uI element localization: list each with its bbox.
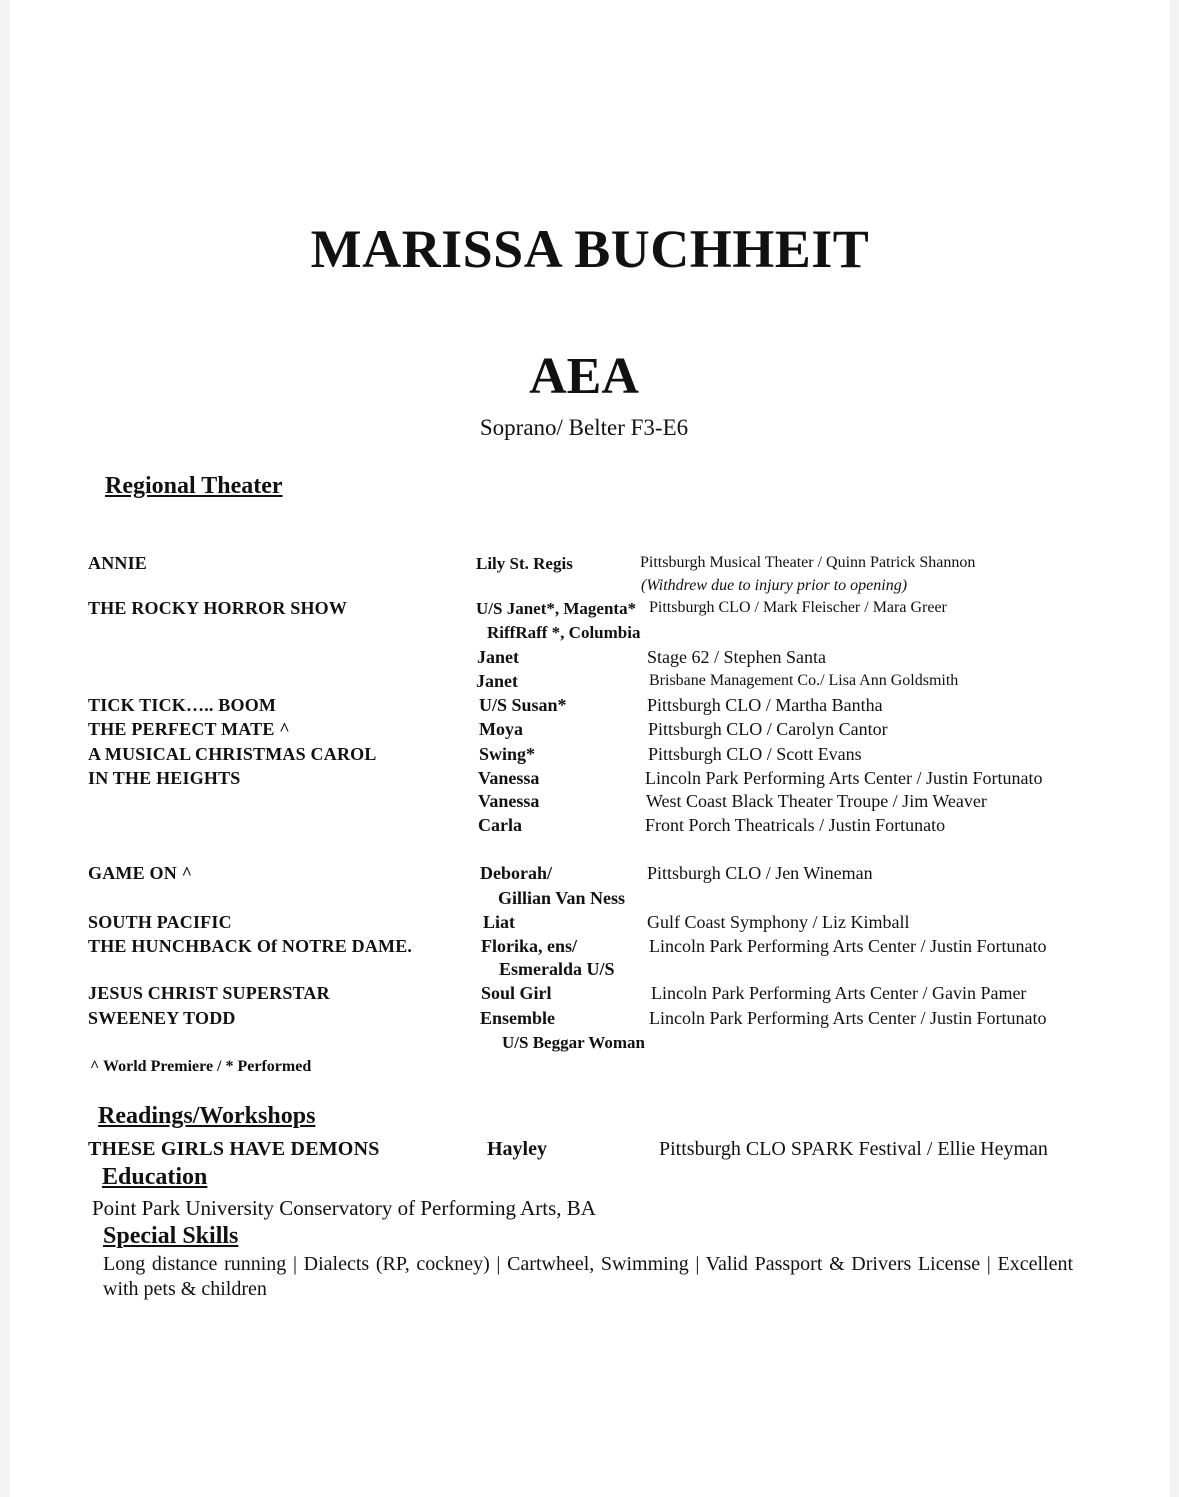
credit-company: Lincoln Park Performing Arts Center / Justin Fortunato <box>649 936 1047 956</box>
credit-role: Vanessa <box>478 791 540 811</box>
credit-role: Deborah/ <box>480 863 552 883</box>
voice-type: Soprano/ Belter F3-E6 <box>479 415 689 440</box>
credit-show: THE PERFECT MATE ^ <box>88 719 290 739</box>
credit-company: Pittsburgh Musical Theater / Quinn Patrick Shannon <box>640 554 976 571</box>
credit-show: IN THE HEIGHTS <box>88 768 241 788</box>
credit-role: Vanessa <box>478 768 540 788</box>
special-skills-text: Long distance running | Dialects (RP, cockney) | Cartwheel, Swimming | Valid Passport & Drivers License | Excellent with pets & children <box>103 1253 1073 1300</box>
reading-show: THESE GIRLS HAVE DEMONS <box>88 1138 380 1160</box>
credit-role: Liat <box>483 912 516 932</box>
credit-role-continued: RiffRaff *, Columbia <box>487 623 641 642</box>
credit-show: TICK TICK….. BOOM <box>88 695 277 715</box>
credit-show: GAME ON ^ <box>88 863 193 883</box>
union-affiliation: AEA <box>529 348 639 405</box>
readings-heading: Readings/Workshops <box>98 1103 316 1129</box>
resume-page <box>10 0 1170 1497</box>
legend-performed: Performed <box>237 1058 312 1075</box>
credit-company: Lincoln Park Performing Arts Center / Justin Fortunato <box>645 768 1043 788</box>
credit-role-continued: Esmeralda U/S <box>499 959 615 979</box>
credit-company: Pittsburgh CLO / Jen Wineman <box>647 863 873 883</box>
credit-company: Gulf Coast Symphony / Liz Kimball <box>647 912 910 932</box>
credit-role: Moya <box>479 719 523 739</box>
credit-role: Florika, ens/ <box>481 936 578 956</box>
credit-role: Carla <box>478 815 522 835</box>
education-heading: Education <box>102 1164 208 1190</box>
credit-role-continued: Gillian Van Ness <box>498 888 626 908</box>
credit-company: Brisbane Management Co./ Lisa Ann Goldsmith <box>649 672 959 689</box>
credit-role-continued: U/S Beggar Woman <box>502 1033 645 1052</box>
reading-role: Hayley <box>487 1138 547 1160</box>
credit-show: JESUS CHRIST SUPERSTAR <box>88 983 330 1003</box>
special-skills-heading: Special Skills <box>103 1223 239 1249</box>
education-text: Point Park University Conservatory of Performing Arts, BA <box>92 1196 596 1220</box>
actor-name: MARISSA BUCHHEIT <box>310 219 870 279</box>
credit-show: THE HUNCHBACK Of NOTRE DAME. <box>88 936 413 956</box>
credit-role: U/S Janet*, Magenta* <box>476 599 637 618</box>
credit-show: SWEENEY TODD <box>88 1008 236 1028</box>
credit-role: U/S Susan* <box>479 695 567 715</box>
credit-company: Lincoln Park Performing Arts Center / Gavin Pamer <box>651 983 1027 1003</box>
credit-company: Pittsburgh CLO / Mark Fleischer / Mara Greer <box>649 599 947 616</box>
credit-show: ANNIE <box>88 553 148 573</box>
legend-caret: ^ <box>90 1058 100 1075</box>
credit-company: Front Porch Theatricals / Justin Fortunato <box>645 815 946 835</box>
credit-show: THE ROCKY HORROR SHOW <box>88 598 348 618</box>
credit-role: Janet <box>476 671 518 691</box>
credit-company: Pittsburgh CLO / Martha Bantha <box>647 695 883 715</box>
credit-company: Pittsburgh CLO / Scott Evans <box>648 744 862 764</box>
credit-role: Lily St. Regis <box>476 554 573 573</box>
credit-role: Swing* <box>479 744 536 764</box>
credit-role: Ensemble <box>480 1008 556 1028</box>
legend-star: * <box>225 1058 234 1075</box>
credit-role: Soul Girl <box>481 983 552 1003</box>
credit-show: A MUSICAL CHRISTMAS CAROL <box>88 744 377 764</box>
credit-company: Pittsburgh CLO / Carolyn Cantor <box>648 719 888 739</box>
legend-premiere: World Premiere / <box>103 1058 222 1075</box>
regional-theater-heading: Regional Theater <box>105 473 283 499</box>
credit-company: West Coast Black Theater Troupe / Jim Weaver <box>646 791 987 811</box>
credit-company: Stage 62 / Stephen Santa <box>647 647 826 667</box>
credit-company: Lincoln Park Performing Arts Center / Justin Fortunato <box>649 1008 1047 1028</box>
legend <box>90 1058 311 1076</box>
credit-note: (Withdrew due to injury prior to opening) <box>641 577 908 594</box>
reading-company: Pittsburgh CLO SPARK Festival / Ellie Heyman <box>659 1138 1048 1160</box>
credit-role: Janet <box>477 647 519 667</box>
credit-show: SOUTH PACIFIC <box>88 912 232 932</box>
